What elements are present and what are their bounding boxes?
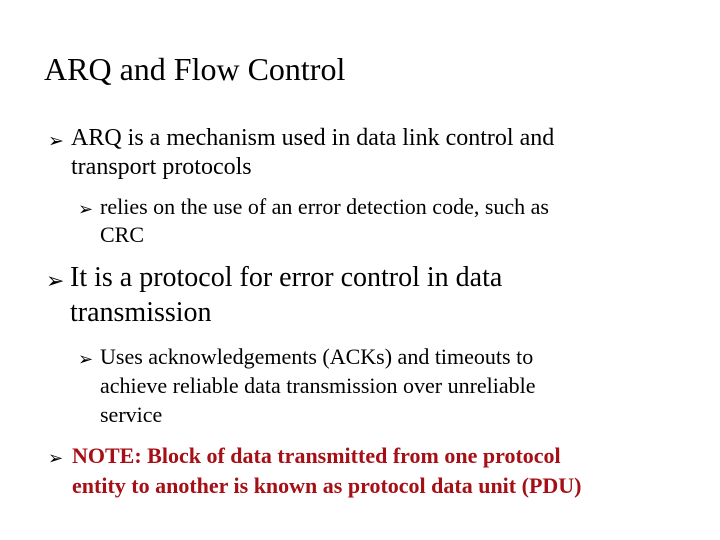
bullet-line: achieve reliable data transmission over unreliable — [100, 373, 536, 398]
bullet-line: relies on the use of an error detection code, such as — [100, 194, 549, 219]
bullet-line: ARQ is a mechanism used in data link control and — [71, 125, 555, 151]
arrow-bullet-icon: ➢ — [48, 130, 64, 152]
arrow-bullet-icon: ➢ — [48, 448, 64, 469]
bullet-text — [100, 193, 549, 249]
bullet-text — [100, 342, 536, 429]
bullet-text — [70, 260, 502, 330]
bullet-line: Uses acknowledgements (ACKs) and timeouts to — [100, 344, 534, 369]
bullet-line: transmission — [70, 297, 212, 328]
arrow-bullet-icon: ➢ — [46, 269, 65, 294]
arrow-bullet-icon: ➢ — [78, 199, 94, 220]
note-text — [72, 441, 582, 501]
bullet-line: transport protocols — [71, 154, 252, 180]
bullet-line: service — [100, 402, 163, 427]
bullet-text — [71, 124, 554, 182]
bullet-line: CRC — [100, 222, 145, 247]
bullet-line: It is a protocol for error control in data — [70, 262, 503, 293]
note-line: entity to another is known as protocol data unit (PDU) — [72, 473, 582, 498]
note-line: NOTE: Block of data transmitted from one protocol — [72, 443, 561, 468]
arrow-bullet-icon: ➢ — [78, 349, 94, 370]
slide-title: ARQ and Flow Control — [44, 51, 346, 87]
